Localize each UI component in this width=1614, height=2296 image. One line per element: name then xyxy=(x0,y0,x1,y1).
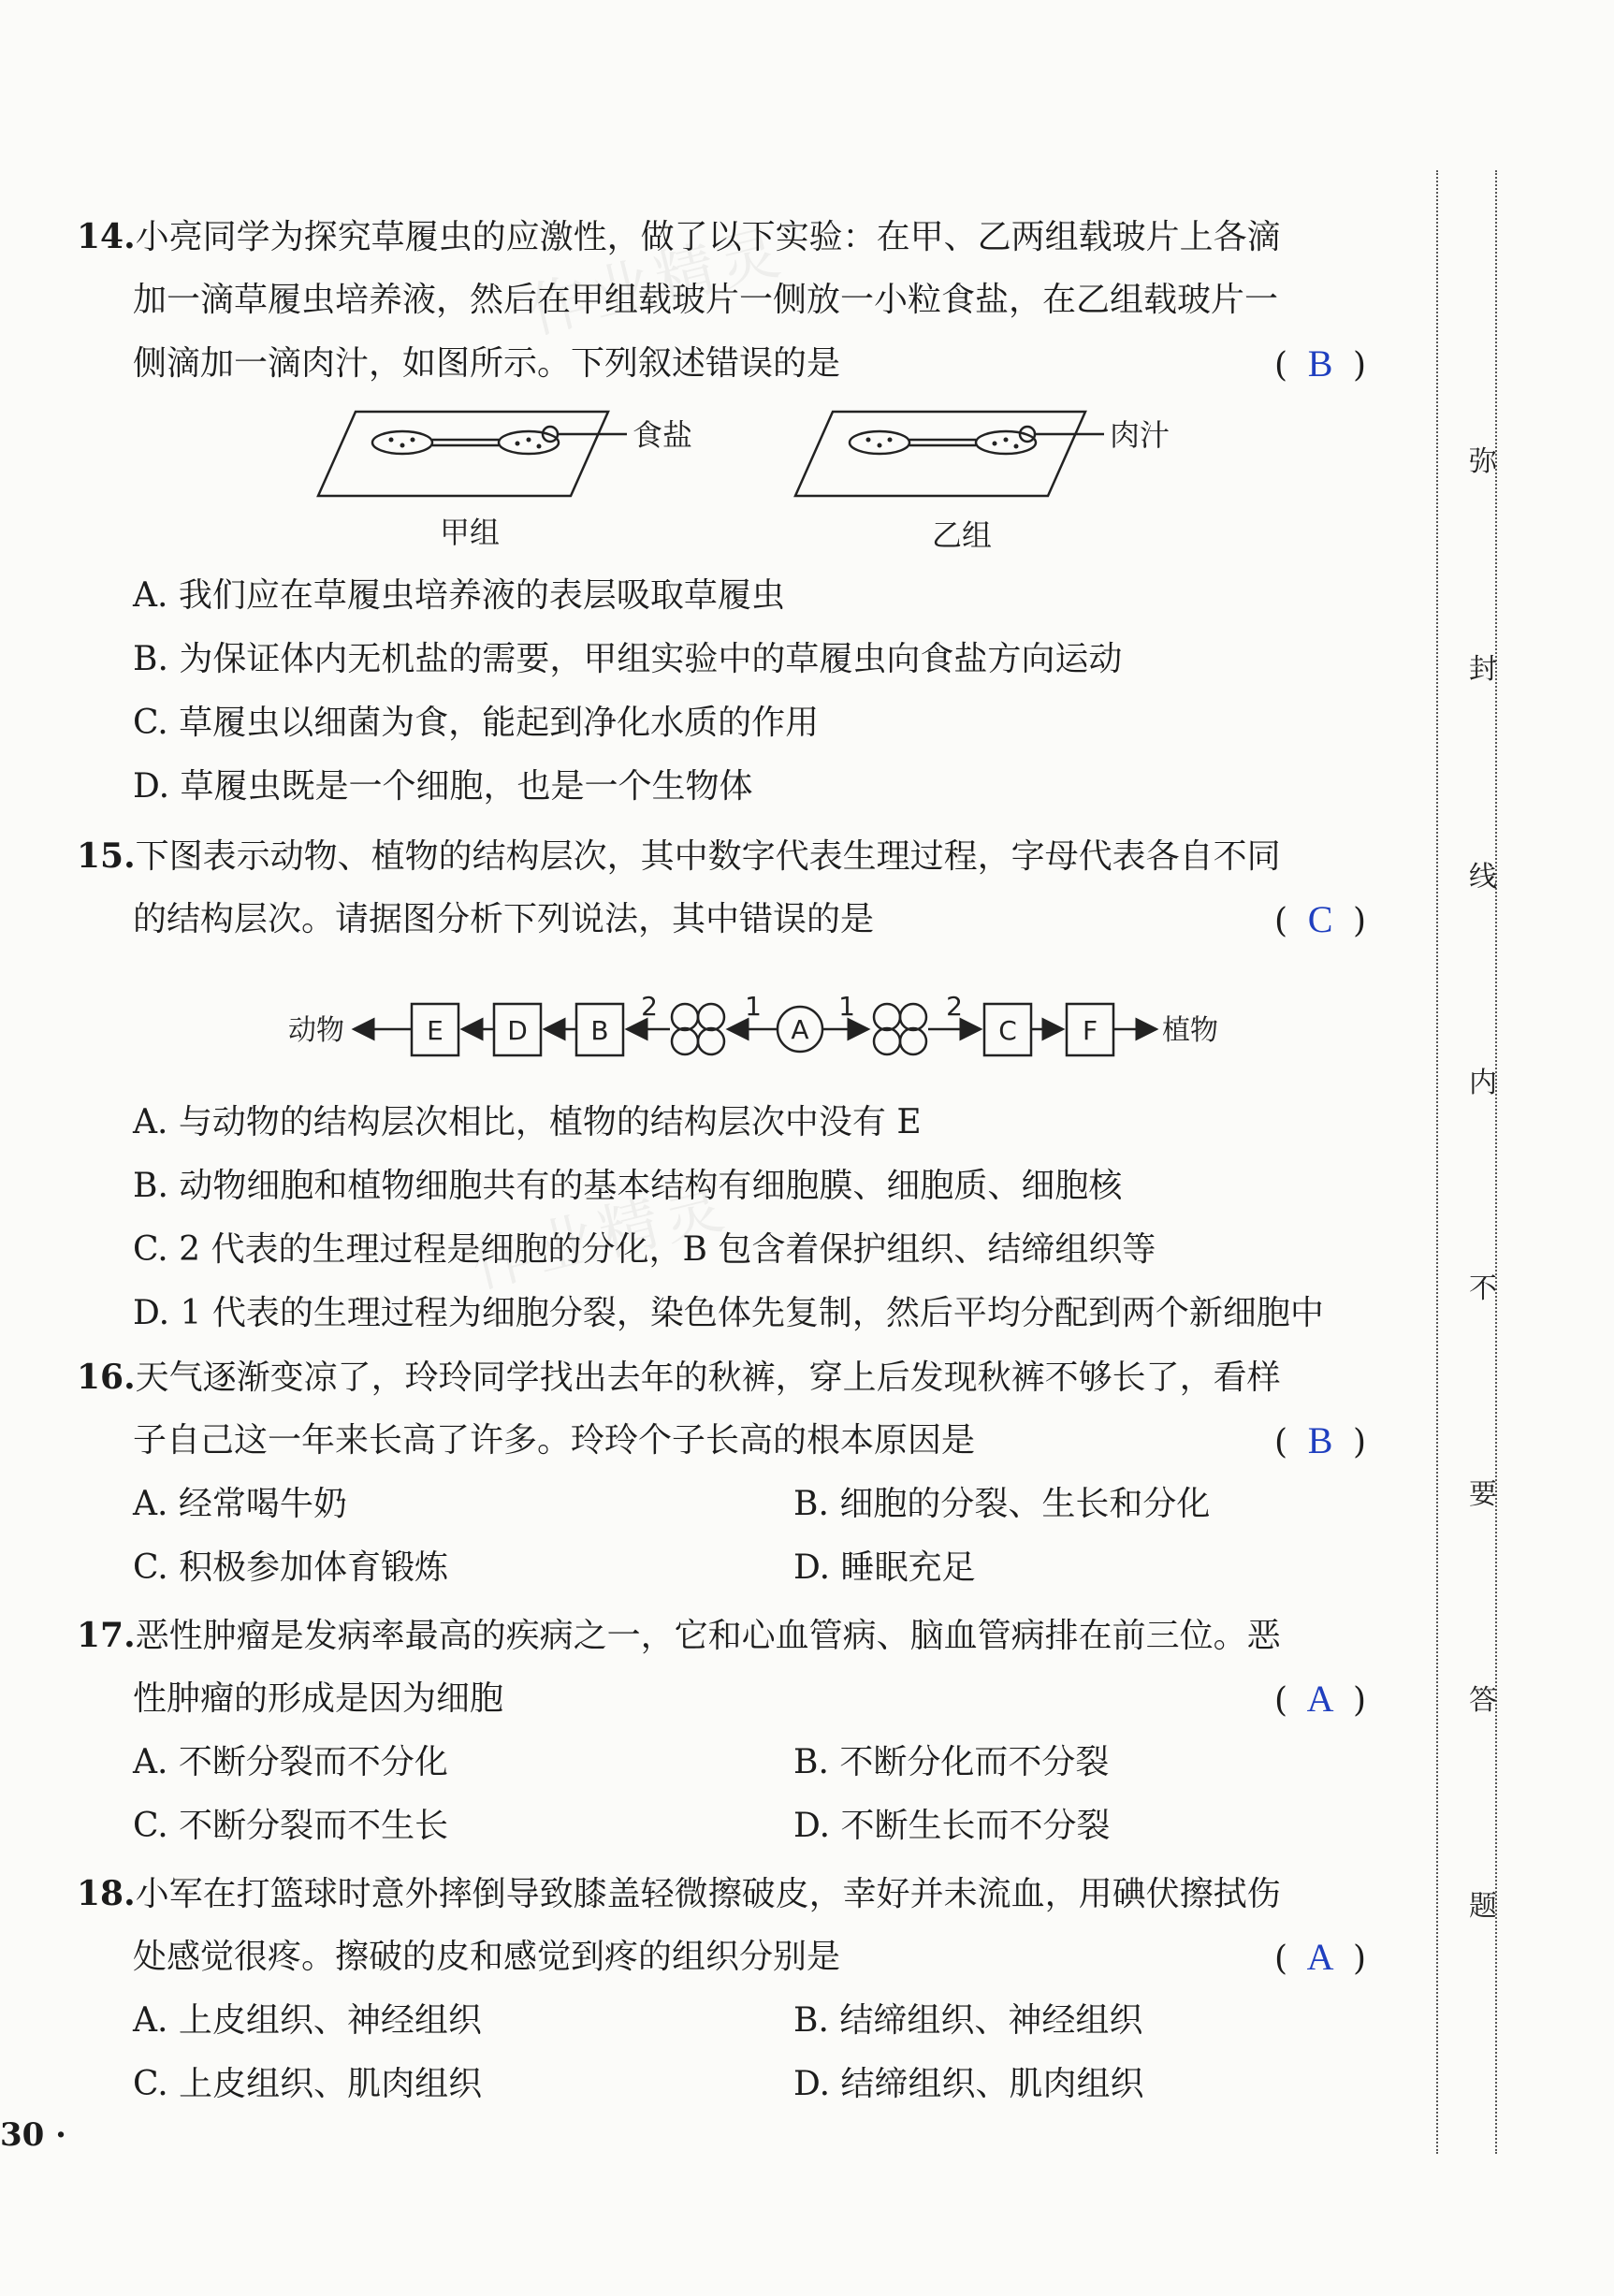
label-f: F xyxy=(1082,1015,1098,1046)
label-b: B xyxy=(590,1015,609,1046)
answer-paren: ( B ) xyxy=(1274,1417,1366,1466)
label-a: A xyxy=(791,1014,809,1045)
seal-margin-text: 弥 xyxy=(1469,445,1497,478)
option-d: D. 不断生长而不分裂 xyxy=(793,1807,1111,1845)
answer-paren: ( C ) xyxy=(1274,896,1366,945)
figure-label-jia: 甲组 xyxy=(440,515,501,550)
slide-group-yi xyxy=(795,412,1104,496)
question-text: 处感觉很疼。擦破的皮和感觉到疼的组织分别是 xyxy=(133,1938,841,1976)
seal-line-left xyxy=(1436,170,1438,2154)
seal-margin-text: 线 xyxy=(1469,861,1497,894)
question-text: 加一滴草履虫培养液，然后在甲组载玻片一侧放一小粒食盐，在乙组载玻片一 xyxy=(133,281,1279,319)
figure-label-broth: 肉汁 xyxy=(1110,417,1171,453)
label-c: C xyxy=(998,1015,1017,1046)
answer-mark: B xyxy=(1307,342,1333,385)
label-step-2: 2 xyxy=(946,991,963,1022)
label-step-1: 1 xyxy=(838,991,855,1022)
watermark: 作业精灵 xyxy=(464,1171,736,1302)
option-b: B. 结缔组织、神经组织 xyxy=(793,2001,1143,2040)
option-a: A. 我们应在草履虫培养液的表层吸取草履虫 xyxy=(133,576,785,615)
option-c: C. 草履虫以细菌为食，能起到净化水质的作用 xyxy=(133,704,820,742)
seal-margin-text: 答 xyxy=(1469,1684,1497,1717)
question-text: 16.天气逐渐变凉了，玲玲同学找出去年的秋裤，穿上后发现秋裤不够长了，看样 xyxy=(77,1358,1281,1397)
label-step-2: 2 xyxy=(641,991,658,1022)
label-animal: 动物 xyxy=(288,1014,344,1047)
structure-levels-figure xyxy=(281,978,1263,1081)
label-step-1: 1 xyxy=(745,991,762,1022)
option-b: B. 动物细胞和植物细胞共有的基本结构有细胞膜、细胞质、细胞核 xyxy=(133,1167,1123,1205)
option-b: B. 为保证体内无机盐的需要，甲组实验中的草履虫向食盐方向运动 xyxy=(133,640,1123,678)
option-a: A. 与动物的结构层次相比，植物的结构层次中没有 E xyxy=(133,1103,922,1141)
option-a: A. 经常喝牛奶 xyxy=(133,1485,347,1523)
watermark: 作业精灵 xyxy=(520,217,792,348)
seal-margin-text: 不 xyxy=(1469,1272,1497,1305)
paramecium-slides-figure xyxy=(299,402,1235,561)
label-d: D xyxy=(507,1015,528,1046)
option-c: C. 不断分裂而不生长 xyxy=(133,1807,449,1845)
answer-mark: A xyxy=(1306,1936,1334,1978)
question-text: 的结构层次。请据图分析下列说法，其中错误的是 xyxy=(133,900,875,938)
option-a: A. 不断分裂而不分化 xyxy=(133,1743,448,1781)
option-b: B. 不断分化而不分裂 xyxy=(793,1743,1110,1781)
question-text: 17.恶性肿瘤是发病率最高的疾病之一，它和心血管病、脑血管病排在前三位。恶 xyxy=(77,1616,1281,1655)
answer-paren: ( A ) xyxy=(1274,1934,1366,1983)
question-text: 侧滴加一滴肉汁，如图所示。下列叙述错误的是 xyxy=(133,344,841,383)
answer-paren: ( A ) xyxy=(1274,1676,1366,1724)
answer-mark: B xyxy=(1307,1419,1333,1461)
option-d: D. 1 代表的生理过程为细胞分裂，染色体先复制，然后平均分配到两个新细胞中 xyxy=(133,1294,1324,1332)
question-text: 14.小亮同学为探究草履虫的应激性，做了以下实验：在甲、乙两组载玻片上各滴 xyxy=(77,217,1281,256)
seal-margin-text: 内 xyxy=(1469,1067,1497,1099)
answer-mark: C xyxy=(1307,898,1333,940)
slide-group-jia xyxy=(318,412,627,496)
answer-mark: A xyxy=(1306,1678,1334,1720)
option-c: C. 上皮组织、肌肉组织 xyxy=(133,2065,483,2103)
seal-margin-text: 题 xyxy=(1469,1890,1497,1923)
seal-margin-text: 要 xyxy=(1469,1478,1497,1511)
option-c: C. 积极参加体育锻炼 xyxy=(133,1548,449,1587)
question-text: 15.下图表示动物、植物的结构层次，其中数字代表生理过程，字母代表各自不同 xyxy=(77,836,1281,876)
figure-label-yi: 乙组 xyxy=(932,517,993,553)
label-e: E xyxy=(427,1015,443,1046)
question-text: 18.小军在打篮球时意外摔倒导致膝盖轻微擦破皮，幸好并未流血，用碘伏擦拭伤 xyxy=(77,1874,1281,1913)
answer-paren: ( B ) xyxy=(1274,341,1366,389)
option-c: C. 2 代表的生理过程是细胞的分化，B 包含着保护组织、结缔组织等 xyxy=(133,1230,1156,1269)
question-text: 性肿瘤的形成是因为细胞 xyxy=(133,1679,504,1718)
figure-label-salt: 食盐 xyxy=(633,417,693,453)
option-a: A. 上皮组织、神经组织 xyxy=(133,2001,482,2040)
label-plant: 植物 xyxy=(1162,1014,1218,1047)
question-text: 子自己这一年来长高了许多。玲玲个子长高的根本原因是 xyxy=(133,1421,976,1460)
option-d: D. 结缔组织、肌肉组织 xyxy=(793,2065,1144,2103)
page-number: 30 · xyxy=(0,2116,66,2154)
option-b: B. 细胞的分裂、生长和分化 xyxy=(793,1485,1211,1523)
option-d: D. 睡眠充足 xyxy=(793,1548,976,1587)
seal-margin-text: 封 xyxy=(1469,653,1497,686)
option-d: D. 草履虫既是一个细胞，也是一个生物体 xyxy=(133,767,753,806)
